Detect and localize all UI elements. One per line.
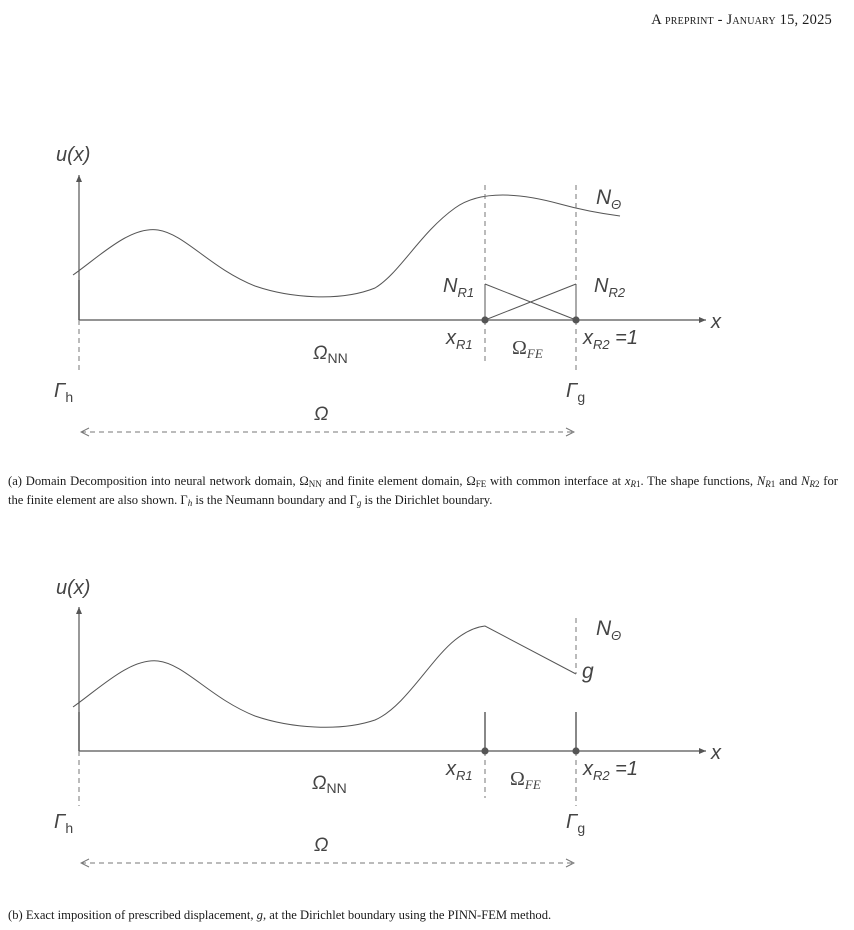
g-label: g xyxy=(582,660,594,683)
caption-a: (a) Domain Decomposition into neural network domain, $\Omega_{NN}$ and finite element domain, $\Omega_{FE}$ with common interface at $x_{R1}$. The shape functions, $N_{R1}$ and $N_{R2}$ for the finite element are also shown. $\Gamma_h$ is the Neumann boundary and $\Gamma_g$ is the Dirichlet boundary. xyxy=(8,474,838,508)
shape1-label: $N_{R1}$ xyxy=(443,275,475,300)
figure-a-diagram xyxy=(0,138,854,450)
xr2-label: $x_{R2} =1$ xyxy=(583,327,638,352)
running-header: A preprint - January 15, 2025 xyxy=(651,12,832,28)
curve-label: $N_\Theta$ xyxy=(596,617,622,643)
omega-fe-label: $\Omega_{FE}$ xyxy=(510,768,541,792)
gamma-g-label: $\Gamma_g$ xyxy=(566,811,586,836)
omega-fe-label: $\Omega_{FE}$ xyxy=(512,337,543,361)
shape2-label: $N_{R2}$ xyxy=(594,275,626,300)
node-xr1 xyxy=(481,747,488,754)
figure-b-diagram xyxy=(0,570,854,880)
node-xr2 xyxy=(572,747,579,754)
node-xr2 xyxy=(572,316,579,323)
neural-network-curve xyxy=(73,195,620,297)
figure-a xyxy=(0,138,854,450)
gamma-h-label: $\Gamma_h$ xyxy=(54,811,74,836)
curve-label: $N_\Theta$ xyxy=(596,186,622,212)
y-axis-label: u(x) xyxy=(56,144,91,166)
omega-label: Ω xyxy=(314,835,329,856)
neural-network-curve xyxy=(73,626,576,727)
xr1-label: $x_{R1}$ xyxy=(446,327,473,352)
omega-nn-label: $\Omega_{NN}$ xyxy=(313,343,348,366)
xr2-label: $x_{R2} =1$ xyxy=(583,758,638,783)
omega-nn-label: $\Omega_{NN}$ xyxy=(312,773,347,796)
gamma-g-label: $\Gamma_g$ xyxy=(566,380,586,405)
omega-label: Ω xyxy=(314,404,329,425)
figure-b xyxy=(0,570,854,880)
x-axis-label: x xyxy=(711,311,721,333)
node-xr1 xyxy=(481,316,488,323)
y-axis-label: u(x) xyxy=(56,577,91,599)
caption-b: (b) Exact imposition of prescribed displacement, g, at the Dirichlet boundary using the PINN-FEM method. xyxy=(8,908,552,922)
x-axis-label: x xyxy=(711,742,721,764)
gamma-h-label: $\Gamma_h$ xyxy=(54,380,74,405)
xr1-label: $x_{R1}$ xyxy=(446,758,473,783)
